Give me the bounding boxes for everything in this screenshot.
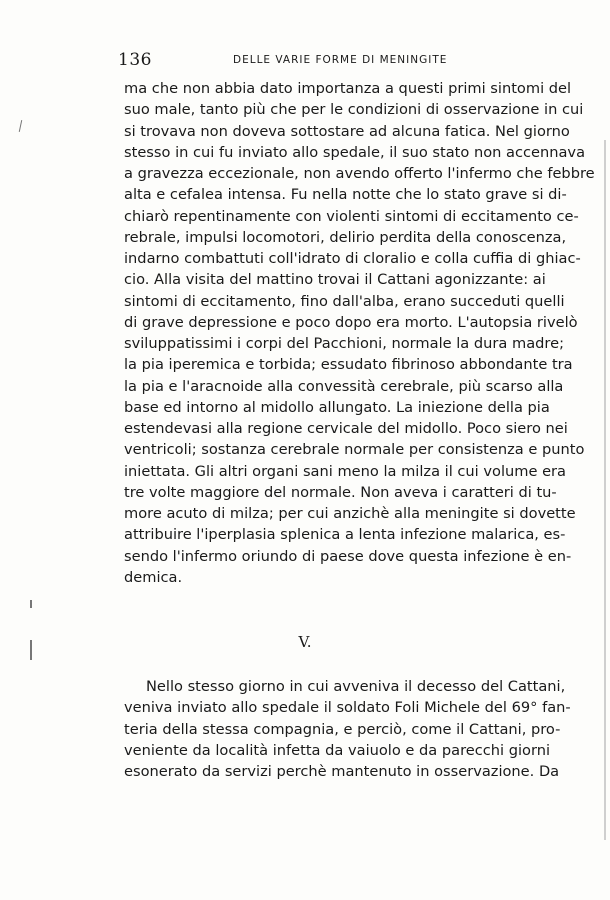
- text-line: chiarò repentinamente con violenti sintomi di eccitamento ce-: [124, 207, 579, 225]
- text-line: a gravezza eccezionale, non avendo offerto l'infermo che febbre: [124, 165, 595, 182]
- text-line: ventricoli; sostanza cerebrale normale per consistenza e punto: [124, 441, 585, 459]
- text-line: suo male, tanto più che per le condizioni di osservazione in cui: [124, 101, 584, 119]
- text-line: rebrale, impulsi locomotori, delirio perdita della conoscenza,: [124, 228, 567, 246]
- text-line: demica.: [124, 568, 183, 586]
- section-paragraph: [124, 676, 571, 782]
- text-line: tre volte maggiore del normale. Non aveva i caratteri di tu-: [124, 483, 557, 501]
- text-line: sviluppatissimi i corpi del Pacchioni, normale la dura madre;: [124, 335, 564, 352]
- text-line: base ed intorno al midollo allungato. La iniezione della pia: [124, 398, 550, 416]
- margin-mark: [19, 120, 22, 132]
- text-line: la pia e l'aracnoide alla convessità cerebrale, più scarso alla: [124, 377, 564, 395]
- running-head: [118, 50, 538, 70]
- text-line: la pia iperemica e torbida; essudato fibrinoso abbondante tra: [124, 356, 573, 374]
- text-line: veniente da località infetta da vaiuolo e da parecchi giorni: [124, 741, 551, 759]
- text-line: attribuire l'iperplasia splenica a lenta infezione malarica, es-: [124, 526, 566, 544]
- text-line: cio. Alla visita del mattino trovai il Cattani agonizzante: ai: [124, 271, 546, 289]
- text-line: esonerato da servizi perchè mantenuto in osservazione. Da: [124, 763, 560, 780]
- margin-mark: [30, 600, 32, 608]
- text-line: iniettata. Gli altri organi sani meno la milza il cui volume era: [124, 462, 567, 480]
- text-line: estendevasi alla regione cervicale del midollo. Poco siero nei: [124, 420, 568, 437]
- page-number: 136: [118, 50, 152, 70]
- text-line: indarno combattuti coll'idrato di cloralio e colla cuffia di ghiac-: [124, 250, 581, 267]
- margin-mark: [30, 640, 32, 660]
- text-line: ma che non abbia dato importanza a questi primi sintomi del: [124, 80, 572, 97]
- text-line: veniva inviato allo spedale il soldato Foli Michele del 69° fan-: [124, 699, 571, 717]
- body-paragraph: [124, 78, 595, 588]
- text-line: teria della stessa compagnia, e perciò, come il Cattani, pro-: [124, 720, 561, 738]
- running-title: DELLE VARIE FORME DI MENINGITE: [233, 54, 448, 66]
- text-line: si trovava non doveva sottostare ad alcuna fatica. Nel giorno: [124, 122, 570, 140]
- page-edge-shadow: [604, 140, 606, 840]
- text-line: sintomi di eccitamento, fino dall'alba, erano succeduti quelli: [124, 292, 565, 310]
- section-heading: V.: [298, 633, 312, 651]
- text-line: stesso in cui fu inviato allo spedale, il suo stato non accennava: [124, 143, 586, 161]
- text-line: more acuto di milza; per cui anzichè alla meningite si dovette: [124, 505, 576, 522]
- text-line: di grave depressione e poco dopo era morto. L'autopsia rivelò: [124, 313, 578, 331]
- text-line: sendo l'infermo oriundo di paese dove questa infezione è en-: [124, 547, 572, 565]
- text-line: Nello stesso giorno in cui avveniva il decesso del Cattani,: [146, 678, 566, 695]
- text-line: alta e cefalea intensa. Fu nella notte che lo stato grave si di-: [124, 186, 567, 204]
